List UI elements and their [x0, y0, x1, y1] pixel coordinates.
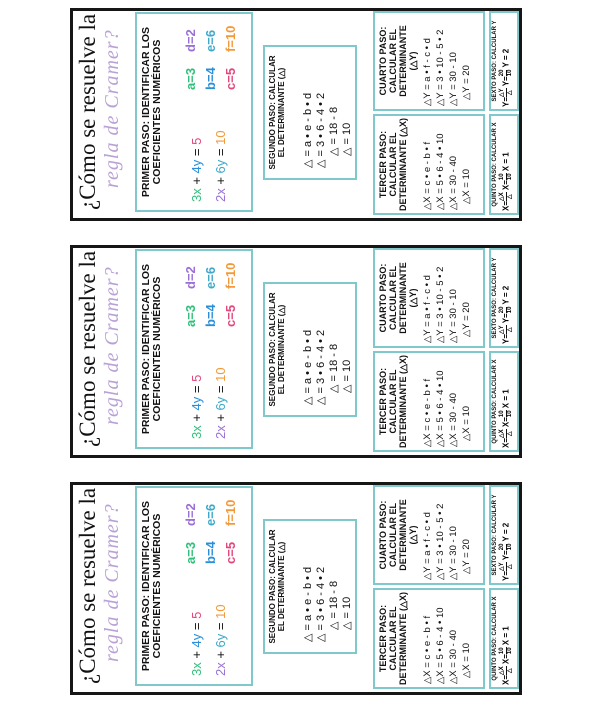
step2-line1: △ = a • e - b • d — [302, 92, 314, 168]
coef-b: b=4 — [203, 67, 218, 90]
coef-f: f=10 — [223, 25, 238, 52]
step1-box — [135, 486, 253, 686]
step5-formula: X= △X △ X= 10 10 X = 1 — [499, 626, 513, 685]
step5-formula: X= △X △ X= 10 10 X = 1 — [499, 152, 513, 211]
step3-heading: TERCER PASO: CALCULAR EL DETERMINANTE (△X) — [378, 355, 408, 448]
step5-formula: X= △X △ X= 10 10 X = 1 — [499, 389, 513, 448]
step3-line3: △X = 30 - 40 — [448, 629, 459, 684]
step1-box — [135, 249, 253, 449]
step3-heading: TERCER PASO: CALCULAR EL DETERMINANTE (△X) — [378, 118, 408, 211]
step4-line3: △Y = 30 - 10 — [448, 52, 459, 106]
card-title-line1: ¿Cómo se resuelve la — [75, 250, 100, 447]
step5-heading: QUINTO PASO: CALCULAR X — [492, 596, 498, 681]
step3-line1: △X = c • e - b • f — [422, 378, 433, 447]
step3-line1: △X = c • e - b • f — [422, 615, 433, 684]
step4-line1: △Y = a • f - c • d — [422, 38, 433, 106]
card-title-line2: regla de Cramer? — [101, 266, 123, 425]
step3-line2: △X = 5 • 6 - 4 • 10 — [435, 370, 446, 447]
cramer-card-2 — [70, 245, 522, 458]
step1-box — [135, 12, 253, 212]
step2-line1: △ = a • e - b • d — [302, 329, 314, 405]
step2-box — [263, 282, 357, 417]
step2-line1: △ = a • e - b • d — [302, 566, 314, 642]
coef-e: e=6 — [203, 266, 218, 289]
step4-heading: CUARTO PASO: CALCULAR EL DETERMINANTE (△Y) — [378, 499, 418, 571]
step6-box — [489, 248, 519, 348]
step2-box — [263, 519, 357, 654]
step4-line3: △Y = 30 - 10 — [448, 526, 459, 580]
step4-line1: △Y = a • f - c • d — [422, 275, 433, 343]
step4-line4: △Y = 20 — [461, 65, 472, 100]
step1-heading: PRIMER PASO: IDENTIFICAR LOS COEFICIENTES NUMÉRICOS — [140, 26, 163, 198]
coef-d: d=2 — [183, 29, 198, 52]
step5-box — [489, 588, 519, 689]
card-title-line2: regla de Cramer? — [101, 503, 123, 662]
step2-line4: △ = 10 — [341, 596, 353, 630]
step2-line4: △ = 10 — [341, 359, 353, 393]
step5-heading: QUINTO PASO: CALCULAR X — [492, 359, 498, 444]
coef-b: b=4 — [203, 541, 218, 564]
cramer-card-1 — [70, 8, 522, 221]
step4-line4: △Y = 20 — [461, 539, 472, 574]
step3-heading: TERCER PASO: CALCULAR EL DETERMINANTE (△X) — [378, 592, 408, 685]
step4-line2: △Y = 3 • 10 - 5 • 2 — [435, 503, 446, 580]
step3-box — [373, 114, 485, 215]
step3-line3: △X = 30 - 40 — [448, 392, 459, 447]
step3-line2: △X = 5 • 6 - 4 • 10 — [435, 607, 446, 684]
step2-line2: △ = 3 • 6 - 4 • 2 — [315, 329, 327, 405]
step1-heading: PRIMER PASO: IDENTIFICAR LOS COEFICIENTES NUMÉRICOS — [140, 263, 163, 435]
step3-line4: △X = 10 — [461, 642, 472, 678]
step2-line2: △ = 3 • 6 - 4 • 2 — [315, 92, 327, 168]
step2-line4: △ = 10 — [341, 122, 353, 156]
step2-heading: SEGUNDO PASO: CALCULAR EL DETERMINANTE (△) — [268, 529, 286, 644]
step3-line4: △X = 10 — [461, 168, 472, 204]
step6-formula: Y= △Y △ Y= 20 10 Y = 2 — [499, 522, 513, 581]
equation-2: 2x + 6y = 10 — [213, 604, 228, 676]
step1-heading: PRIMER PASO: IDENTIFICAR LOS COEFICIENTES NUMÉRICOS — [140, 500, 163, 672]
equation-1: 3x + 4y = 5 — [189, 374, 204, 439]
step5-box — [489, 351, 519, 452]
step3-line3: △X = 30 - 40 — [448, 155, 459, 210]
coef-a: a=3 — [183, 67, 198, 90]
step4-line2: △Y = 3 • 10 - 5 • 2 — [435, 29, 446, 106]
card-title-line1: ¿Cómo se resuelve la — [75, 487, 100, 684]
coef-d: d=2 — [183, 503, 198, 526]
step2-heading: SEGUNDO PASO: CALCULAR EL DETERMINANTE (△) — [268, 292, 286, 407]
equation-2: 2x + 6y = 10 — [213, 130, 228, 202]
step2-line2: △ = 3 • 6 - 4 • 2 — [315, 566, 327, 642]
step6-formula: Y= △Y △ Y= 20 10 Y = 2 — [499, 48, 513, 107]
coef-a: a=3 — [183, 541, 198, 564]
step4-box — [373, 248, 485, 348]
coef-a: a=3 — [183, 304, 198, 327]
step2-line3: △ = 18 - 8 — [328, 343, 340, 393]
coef-c: c=5 — [223, 304, 238, 327]
step3-line1: △X = c • e - b • f — [422, 141, 433, 210]
step2-line3: △ = 18 - 8 — [328, 580, 340, 630]
step3-box — [373, 588, 485, 689]
step6-heading: SEXTO PASO: CALCULAR Y — [492, 257, 498, 339]
equation-1: 3x + 4y = 5 — [189, 611, 204, 676]
step4-line2: △Y = 3 • 10 - 5 • 2 — [435, 266, 446, 343]
step3-line4: △X = 10 — [461, 405, 472, 441]
step6-heading: SEXTO PASO: CALCULAR Y — [492, 494, 498, 576]
card-title-line1: ¿Cómo se resuelve la — [75, 13, 100, 210]
step2-box — [263, 45, 357, 180]
step4-line3: △Y = 30 - 10 — [448, 289, 459, 343]
step3-box — [373, 351, 485, 452]
coef-f: f=10 — [223, 262, 238, 289]
step5-box — [489, 114, 519, 215]
coef-e: e=6 — [203, 29, 218, 52]
step6-heading: SEXTO PASO: CALCULAR Y — [492, 20, 498, 102]
step4-box — [373, 485, 485, 585]
step4-box — [373, 11, 485, 111]
coef-c: c=5 — [223, 67, 238, 90]
step2-line3: △ = 18 - 8 — [328, 106, 340, 156]
step4-heading: CUARTO PASO: CALCULAR EL DETERMINANTE (△Y) — [378, 262, 418, 334]
step4-line1: △Y = a • f - c • d — [422, 512, 433, 580]
coef-c: c=5 — [223, 541, 238, 564]
equation-2: 2x + 6y = 10 — [213, 367, 228, 439]
step3-line2: △X = 5 • 6 - 4 • 10 — [435, 133, 446, 210]
step6-box — [489, 485, 519, 585]
card-title-line2: regla de Cramer? — [101, 29, 123, 188]
step2-heading: SEGUNDO PASO: CALCULAR EL DETERMINANTE (△) — [268, 55, 286, 170]
coef-e: e=6 — [203, 503, 218, 526]
equation-1: 3x + 4y = 5 — [189, 137, 204, 202]
step5-heading: QUINTO PASO: CALCULAR X — [492, 122, 498, 207]
coef-f: f=10 — [223, 499, 238, 526]
step6-formula: Y= △Y △ Y= 20 10 Y = 2 — [499, 285, 513, 344]
step4-line4: △Y = 20 — [461, 302, 472, 337]
coef-d: d=2 — [183, 266, 198, 289]
cramer-card-3 — [70, 482, 522, 695]
step6-box — [489, 11, 519, 111]
step4-heading: CUARTO PASO: CALCULAR EL DETERMINANTE (△Y) — [378, 25, 418, 97]
coef-b: b=4 — [203, 304, 218, 327]
